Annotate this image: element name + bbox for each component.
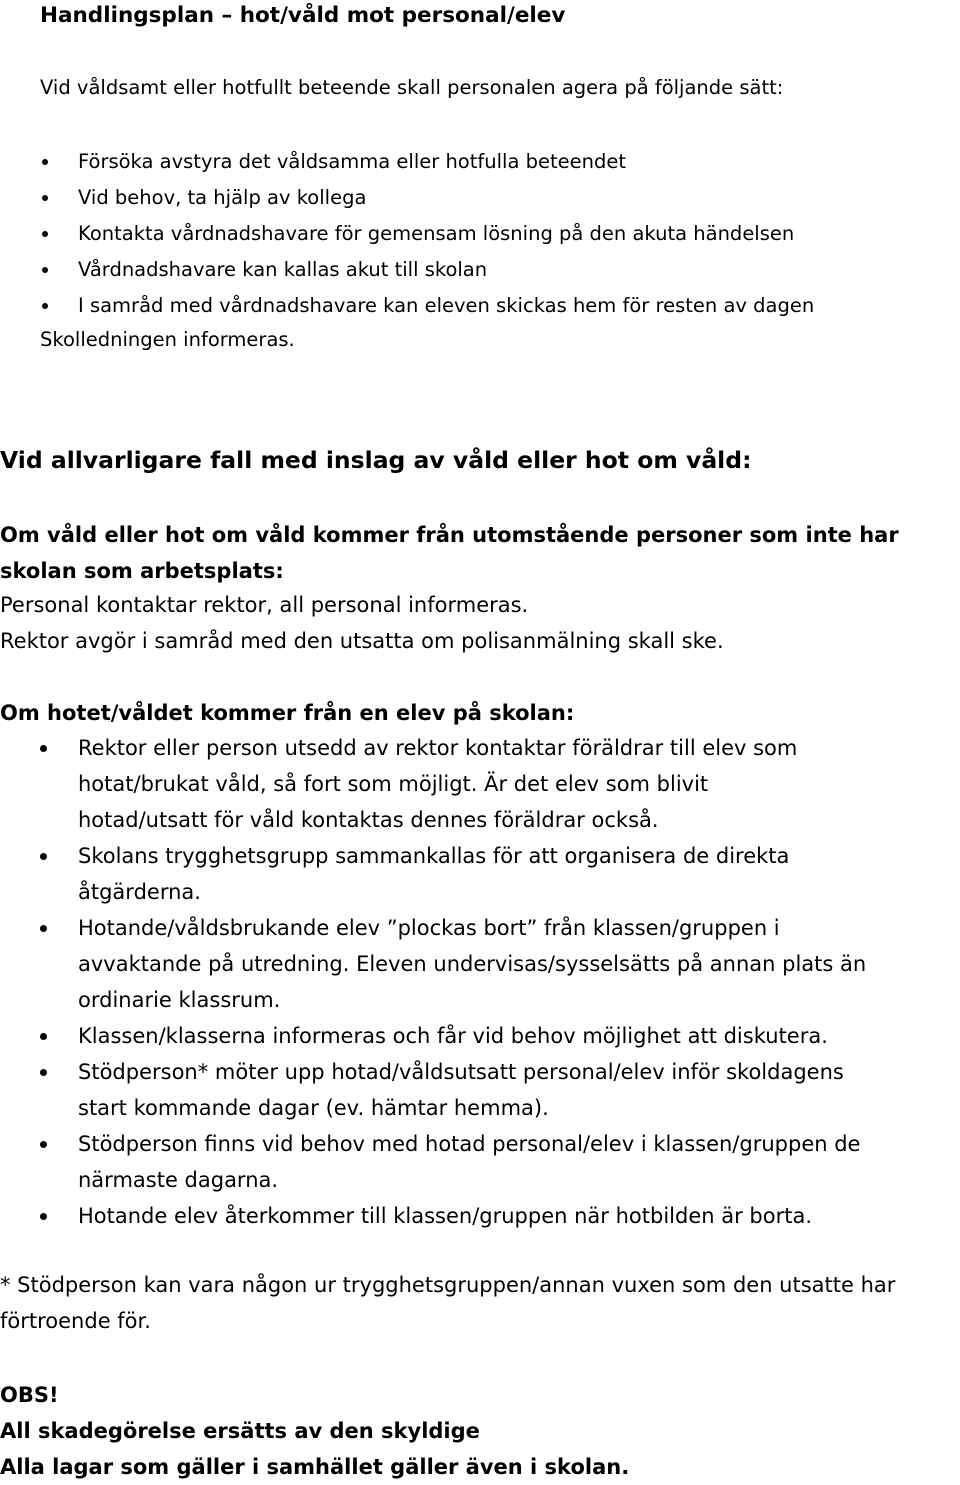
bullet-icon (42, 303, 48, 309)
list-item: Skolans trygghetsgrupp sammankallas för att organisera de direkta åtgärderna. (0, 838, 958, 910)
list-item: Hotande elev återkommer till klassen/gruppen när hotbilden är borta. (0, 1198, 958, 1234)
management-note: Skolledningen informeras. (40, 328, 295, 351)
obs-notice (0, 1377, 629, 1485)
bullet-icon (40, 1213, 47, 1220)
bullet-icon (42, 267, 48, 273)
list-item: Försöka avstyra det våldsamma eller hotfulla beteendet (40, 144, 814, 180)
obs-line: All skadegörelse ersätts av den skyldige (0, 1419, 480, 1443)
list-item: Klassen/klasserna informeras och får vid behov möjlighet att diskutera. (0, 1018, 958, 1054)
list-item: Kontakta vårdnadshavare för gemensam lösning på den akuta händelsen (40, 216, 814, 252)
bullet-icon (40, 745, 47, 752)
bullet-icon (42, 195, 48, 201)
student-actions-list (0, 730, 958, 1234)
list-item: Vid behov, ta hjälp av kollega (40, 180, 814, 216)
bullet-icon (40, 1069, 47, 1076)
serious-cases-heading: Vid allvarligare fall med inslag av våld eller hot om våld: (0, 446, 752, 474)
bullet-icon (42, 159, 48, 165)
obs-line: Alla lagar som gäller i samhället gäller även i skolan. (0, 1455, 630, 1479)
immediate-actions-list (40, 144, 814, 324)
external-line: Rektor avgör i samråd med den utsatta om polisanmälning skall ske. (0, 629, 724, 653)
obs-label: OBS! (0, 1383, 59, 1407)
list-item: I samråd med vårdnadshavare kan eleven skickas hem för resten av dagen (40, 288, 814, 324)
document-title: Handlingsplan – hot/våld mot personal/elev (40, 3, 566, 28)
intro-text: Vid våldsamt eller hotfullt beteende skall personalen agera på följande sätt: (40, 76, 784, 99)
external-threat-heading: Om våld eller hot om våld kommer från utomstående personer som inte har skolan som arbetsplats: (0, 523, 899, 583)
bullet-icon (40, 853, 47, 860)
list-item: Vårdnadshavare kan kallas akut till skolan (40, 252, 814, 288)
bullet-icon (40, 1141, 47, 1148)
list-item: Stödperson* möter upp hotad/våldsutsatt personal/elev inför skoldagens start kommande dagar (ev. hämtar hemma). (0, 1054, 958, 1126)
support-person-footnote: * Stödperson kan vara någon ur trygghetsgruppen/annan vuxen som den utsatte har förtroende för. (0, 1273, 896, 1333)
list-item: Rektor eller person utsedd av rektor kontaktar föräldrar till elev som hotat/brukat våld, så fort som möjligt. Är det elev som blivit hotad/utsatt för våld kontaktas dennes föräldrar också. (0, 730, 958, 838)
bullet-icon (42, 231, 48, 237)
student-threat-heading: Om hotet/våldet kommer från en elev på skolan: (0, 701, 575, 725)
bullet-icon (40, 925, 47, 932)
list-item: Stödperson finns vid behov med hotad personal/elev i klassen/gruppen de närmaste dagarna. (0, 1126, 958, 1198)
list-item: Hotande/våldsbrukande elev ”plockas bort” från klassen/gruppen i avvaktande på utredning. Eleven undervisas/sysselsätts på annan plats än ordinarie klassrum. (0, 910, 958, 1018)
bullet-icon (40, 1033, 47, 1040)
external-line: Personal kontaktar rektor, all personal informeras. (0, 593, 529, 617)
